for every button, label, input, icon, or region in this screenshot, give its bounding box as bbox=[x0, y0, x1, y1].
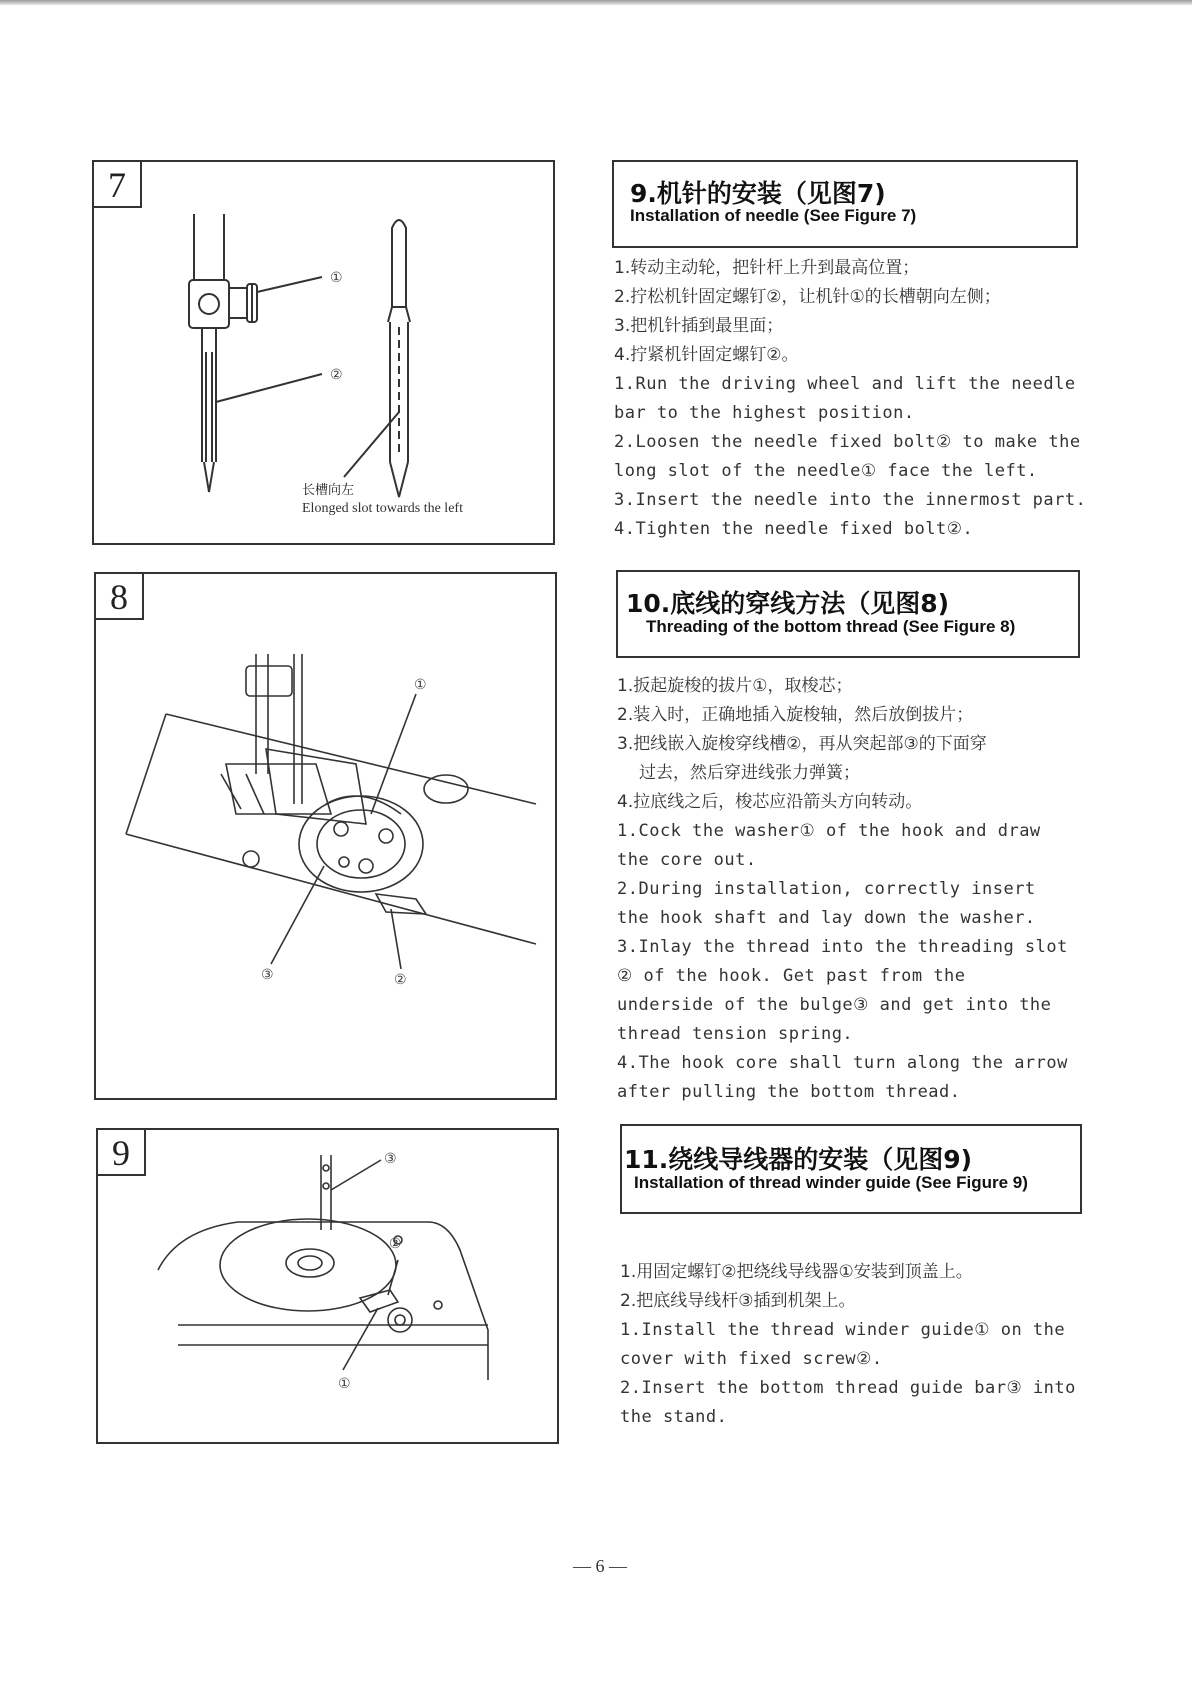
text-line: the stand. bbox=[620, 1407, 728, 1427]
text-line: 2.During installation, correctly insert bbox=[617, 879, 1036, 899]
text-line: 2.把底线导线杆③插到机架上。 bbox=[620, 1291, 856, 1311]
caption-en: Elonged slot towards the left bbox=[302, 501, 463, 516]
text-line: 3.把机针插到最里面； bbox=[614, 316, 784, 336]
winder-guide-illustration bbox=[98, 1130, 557, 1442]
text-line: 2.拧松机针固定螺钉②，让机针①的长槽朝向左侧； bbox=[614, 287, 1001, 307]
figure-7 bbox=[92, 160, 555, 545]
callout-3: ③ bbox=[261, 968, 274, 983]
text-line: 2.装入时，正确地插入旋梭轴，然后放倒拔片； bbox=[617, 705, 974, 725]
section-9-subtitle: Installation of needle (See Figure 7) bbox=[630, 206, 917, 225]
figure-number: 7 bbox=[94, 162, 142, 208]
callout-1: ① bbox=[330, 271, 343, 286]
text-line: 1.Cock the washer① of the hook and draw bbox=[617, 821, 1041, 841]
section-11-body bbox=[620, 1258, 1110, 1432]
text-line: 4.拧紧机针固定螺钉②。 bbox=[614, 345, 799, 365]
text-line: 4.The hook core shall turn along the arrow bbox=[617, 1053, 1068, 1073]
text-line: cover with fixed screw②. bbox=[620, 1349, 883, 1369]
section-10-subtitle: Threading of the bottom thread (See Figure 8) bbox=[646, 617, 1016, 636]
text-line: long slot of the needle① face the left. bbox=[614, 461, 1038, 481]
text-line: ② of the hook. Get past from the bbox=[617, 966, 966, 986]
callout-2: ② bbox=[394, 973, 407, 988]
section-9-title: 9.机针的安装（见图7) bbox=[630, 179, 886, 208]
text-line: 1.扳起旋梭的拔片①，取梭芯； bbox=[617, 676, 853, 696]
text-line: 4.拉底线之后，梭芯应沿箭头方向转动。 bbox=[617, 792, 923, 812]
text-line: 3.把线嵌入旋梭穿线槽②，再从突起部③的下面穿 bbox=[617, 734, 987, 754]
callout-2: ② bbox=[389, 1237, 402, 1252]
section-10-body bbox=[617, 672, 1107, 1107]
callout-2: ② bbox=[330, 368, 343, 383]
text-line: 2.Insert the bottom thread guide bar③ into bbox=[620, 1378, 1076, 1398]
callout-1: ① bbox=[414, 678, 427, 693]
callout-3: ③ bbox=[384, 1152, 397, 1167]
callout-1: ① bbox=[338, 1377, 351, 1392]
text-line: 过去，然后穿进线张力弹簧； bbox=[639, 763, 860, 783]
section-11-title: 11.绕线导线器的安装（见图9) bbox=[624, 1145, 973, 1174]
bobbin-threading-illustration bbox=[96, 574, 555, 1098]
text-line: after pulling the bottom thread. bbox=[617, 1082, 961, 1102]
text-line: the hook shaft and lay down the washer. bbox=[617, 908, 1036, 928]
text-line: 3.Inlay the thread into the threading slot bbox=[617, 937, 1068, 957]
figure-number: 8 bbox=[96, 574, 144, 620]
text-line: 1.转动主动轮，把针杆上升到最高位置； bbox=[614, 258, 920, 278]
text-line: 1.Install the thread winder guide① on the bbox=[620, 1320, 1066, 1340]
section-11-subtitle: Installation of thread winder guide (See Figure 9) bbox=[634, 1173, 1028, 1192]
section-9-body bbox=[614, 254, 1104, 544]
text-line: 2.Loosen the needle fixed bolt② to make the bbox=[614, 432, 1081, 452]
figure-number: 9 bbox=[98, 1130, 146, 1176]
figure-8 bbox=[94, 572, 557, 1100]
needle-illustration bbox=[94, 162, 553, 543]
text-line: 4.Tighten the needle fixed bolt②. bbox=[614, 519, 974, 539]
page-number: — 6 — bbox=[573, 1556, 627, 1576]
text-line: the core out. bbox=[617, 850, 757, 870]
text-line: 1.Run the driving wheel and lift the needle bbox=[614, 374, 1076, 394]
section-10-title: 10.底线的穿线方法（见图8) bbox=[626, 589, 950, 618]
figure-9 bbox=[96, 1128, 559, 1444]
caption-cn: 长槽向左 bbox=[302, 483, 355, 498]
text-line: 1.用固定螺钉②把绕线导线器①安装到顶盖上。 bbox=[620, 1262, 973, 1282]
text-line: thread tension spring. bbox=[617, 1024, 854, 1044]
text-line: underside of the bulge③ and get into the bbox=[617, 995, 1052, 1015]
text-line: 3.Insert the needle into the innermost part. bbox=[614, 490, 1087, 510]
text-line: bar to the highest position. bbox=[614, 403, 915, 423]
scan-top-edge bbox=[0, 0, 1192, 5]
